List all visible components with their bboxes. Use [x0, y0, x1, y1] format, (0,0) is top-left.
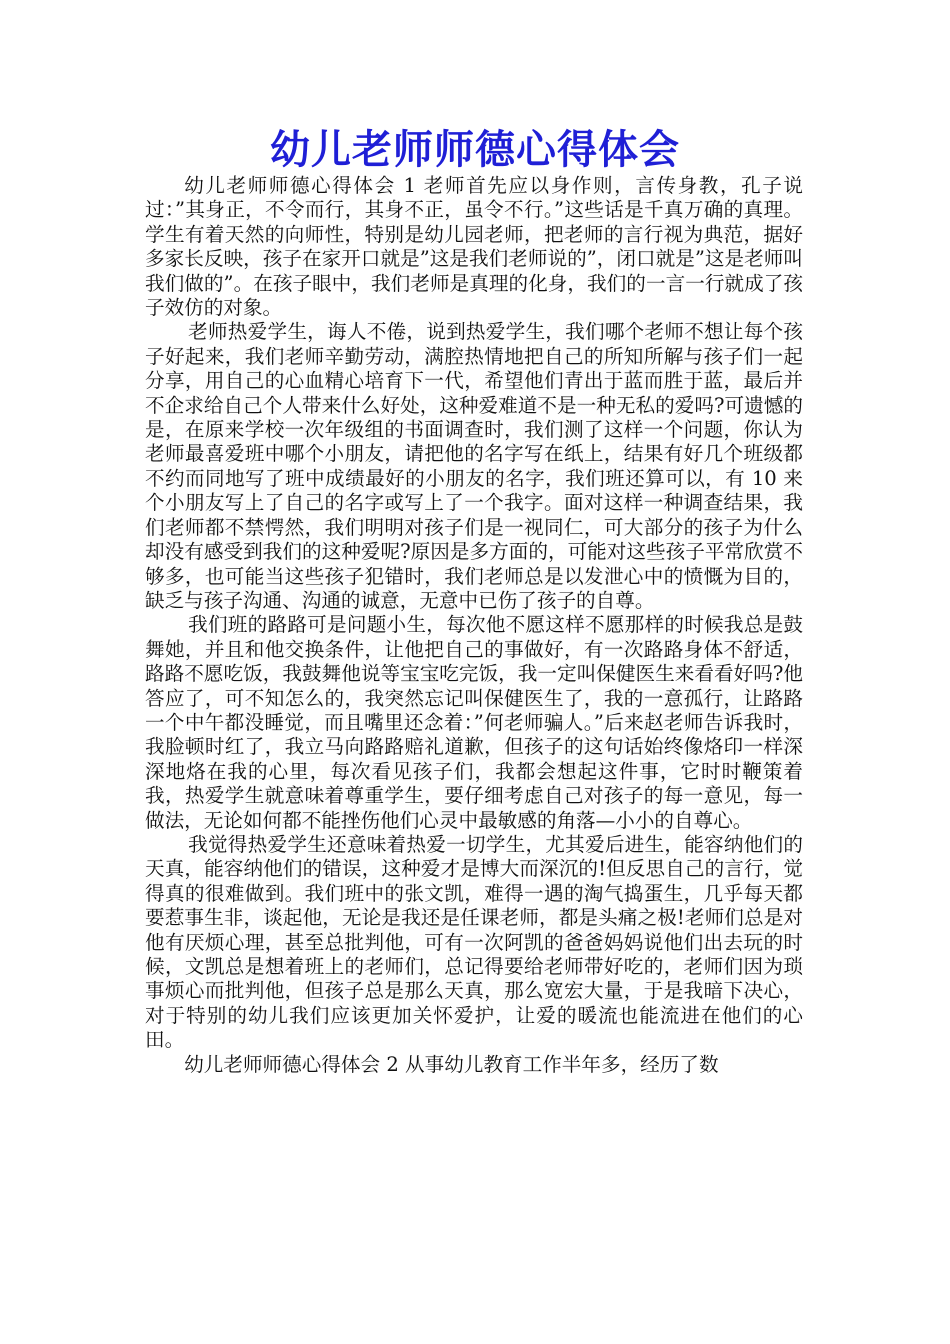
paragraph-2: 老师热爱学生，诲人不倦，说到热爱学生，我们哪个老师不想让每个孩子好起来，我们老师辛勤劳动，满腔热情地把自己的所知所解与孩子们一起分享，用自己的心血精心培育下一代，希望他们青出于蓝而胜于蓝，最后并不企求给自己个人带来什么好处，这种爱难道不是一种无私的爱吗?可遗憾的是，在原来学校一次年级组的书面调查时，我们测了这样一个问题，你认为老师最喜爱班中哪个小朋友，请把他的名字写在纸上，结果有好几个班级都不约而同地写了班中成绩最好的小朋友的名字，我们班还算可以，有 10 来个小朋友写上了自己的名字或写上了一个我字。面对这样一种调查结果，我们老师都不禁愕然，我们明明对孩子们是一视同仁，可大部分的孩子为什么却没有感受到我们的这种爱呢?原因是多方面的，可能对这些孩子平常欣赏不够多，也可能当这些孩子犯错时，我们老师总是以发泄心中的愤慨为目的，缺乏与孩子沟通、沟通的诚意，无意中已伤了孩子的自尊。	[145, 320, 803, 612]
document-body	[145, 174, 803, 1077]
paragraph-1: 幼儿老师师德心得体会 1 老师首先应以身作则，言传身教，孔子说过：”其身正，不令而行，其身不正，虽令不行。”这些话是千真万确的真理。学生有着天然的向师性，特别是幼儿园老师，把老师的言行视为典范，据好多家长反映，孩子在家开口就是”这是我们老师说的”，闭口就是”这是老师叫我们做的”。在孩子眼中，我们老师是真理的化身，我们的一言一行就成了孩子效仿的对象。	[145, 174, 803, 320]
paragraph-4: 我觉得热爱学生还意味着热爱一切学生，尤其爱后进生，能容纳他们的天真，能容纳他们的错误，这种爱才是博大而深沉的!但反思自己的言行，觉得真的很难做到。我们班中的张文凯，难得一遇的淘气捣蛋生，几乎每天都要惹事生非，谈起他，无论是我还是任课老师，都是头痛之极!老师们总是对他有厌烦心理，甚至总批判他，可有一次阿凯的爸爸妈妈说他们出去玩的时候，文凯总是想着班上的老师们，总记得要给老师带好吃的，老师们因为琐事烦心而批判他，但孩子总是那么天真，那么宽宏大量，于是我暗下决心，对于特别的幼儿我们应该更加关怀爱护，让爱的暖流也能流进在他们的心田。	[145, 832, 803, 1052]
paragraph-5: 幼儿老师师德心得体会 2 从事幼儿教育工作半年多，经历了数	[184, 1052, 719, 1076]
document-title: 幼儿老师师德心得体会	[270, 127, 680, 173]
paragraph-3: 我们班的路路可是问题小生，每次他不愿这样不愿那样的时候我总是鼓舞她，并且和他交换条件，让他把自己的事做好，有一次路路身体不舒适，路路不愿吃饭，我鼓舞他说等宝宝吃完饭，我一定叫保健医生来看看好吗?他答应了，可不知怎么的，我突然忘记叫保健医生了，我的一意孤行，让路路一个中午都没睡觉，而且嘴里还念着：”何老师骗人。”后来赵老师告诉我时，我脸顿时红了，我立马向路路赔礼道歉，但孩子的这句话始终像烙印一样深深地烙在我的心里，每次看见孩子们，我都会想起这件事，它时时鞭策着我，热爱学生就意味着尊重学生，要仔细考虑自己对孩子的每一意见，每一做法，无论如何都不能挫伤他们心灵中最敏感的角落—小小的自尊心。	[145, 613, 803, 832]
